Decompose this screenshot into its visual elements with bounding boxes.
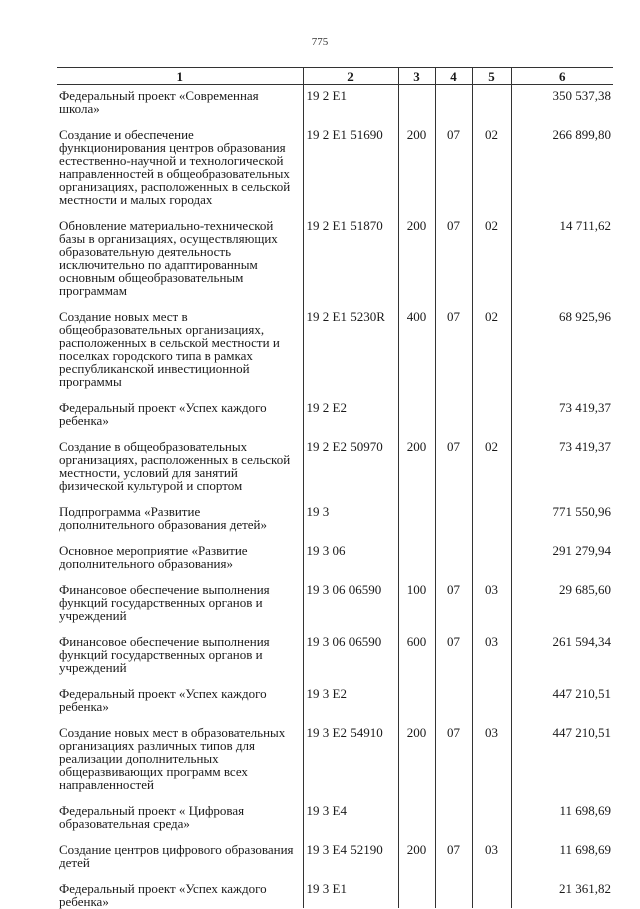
classification-code: 19 2 E2 50970 [303, 436, 398, 492]
spacer-cell [303, 297, 398, 306]
classification-code: 19 3 06 06590 [303, 631, 398, 674]
row-spacer [57, 206, 613, 215]
spacer-cell [57, 869, 303, 878]
expense-type [398, 501, 435, 531]
spacer-cell [472, 388, 511, 397]
spacer-cell [303, 869, 398, 878]
spacer-cell [511, 206, 613, 215]
row-spacer [57, 791, 613, 800]
spacer-cell [472, 869, 511, 878]
spacer-cell [398, 791, 435, 800]
column-header: 6 [511, 68, 613, 85]
spacer-cell [303, 830, 398, 839]
spacer-cell [303, 388, 398, 397]
item-name: Создание центров цифрового образования детей [59, 842, 294, 870]
spacer-cell [398, 492, 435, 501]
table-header-row [57, 68, 613, 85]
spacer-cell [472, 115, 511, 124]
item-name: Федеральный проект «Успех каждого ребенка» [59, 686, 267, 714]
classification-code: 19 3 06 [303, 540, 398, 570]
item-name: Основное мероприятие «Развитие дополнительного образования» [59, 543, 248, 571]
item-name: Федеральный проект «Успех каждого ребенка» [59, 400, 267, 428]
column-header: 1 [57, 68, 303, 85]
section-code: 07 [435, 722, 472, 791]
spacer-cell [57, 492, 303, 501]
table-row [57, 579, 613, 622]
section-code [435, 800, 472, 830]
spacer-cell [57, 713, 303, 722]
spacer-cell [303, 206, 398, 215]
table-row [57, 540, 613, 570]
spacer-cell [57, 297, 303, 306]
spacer-cell [398, 531, 435, 540]
classification-code: 19 3 E2 54910 [303, 722, 398, 791]
spacer-cell [57, 791, 303, 800]
expense-type [398, 85, 435, 116]
spacer-cell [303, 492, 398, 501]
row-spacer [57, 388, 613, 397]
spacer-cell [472, 570, 511, 579]
table-row [57, 306, 613, 388]
table-row [57, 878, 613, 908]
spacer-cell [303, 674, 398, 683]
row-spacer [57, 830, 613, 839]
classification-code: 19 2 E1 51870 [303, 215, 398, 297]
section-code: 07 [435, 579, 472, 622]
table-row [57, 124, 613, 206]
column-header: 2 [303, 68, 398, 85]
table-row [57, 722, 613, 791]
spacer-cell [472, 206, 511, 215]
amount: 447 210,51 [511, 683, 613, 713]
amount: 73 419,37 [511, 436, 613, 492]
subsection-code: 02 [472, 124, 511, 206]
column-header: 3 [398, 68, 435, 85]
classification-code: 19 3 E4 [303, 800, 398, 830]
subsection-code [472, 85, 511, 116]
spacer-cell [303, 791, 398, 800]
subsection-code [472, 683, 511, 713]
spacer-cell [398, 427, 435, 436]
spacer-cell [57, 531, 303, 540]
classification-code: 19 3 [303, 501, 398, 531]
item-name: Подпрограмма «Развитие дополнительного образования детей» [59, 504, 267, 532]
classification-code: 19 2 E1 5230R [303, 306, 398, 388]
row-spacer [57, 492, 613, 501]
spacer-cell [511, 570, 613, 579]
spacer-cell [511, 791, 613, 800]
section-code: 07 [435, 631, 472, 674]
spacer-cell [57, 427, 303, 436]
amount: 73 419,37 [511, 397, 613, 427]
table-row [57, 839, 613, 869]
section-code: 07 [435, 215, 472, 297]
item-name: Финансовое обеспечение выполнения функций государственных органов и учреждений [59, 582, 270, 623]
spacer-cell [511, 531, 613, 540]
spacer-cell [472, 830, 511, 839]
spacer-cell [472, 713, 511, 722]
table-row [57, 85, 613, 116]
classification-code: 19 3 E2 [303, 683, 398, 713]
column-header: 5 [472, 68, 511, 85]
row-spacer [57, 869, 613, 878]
amount: 11 698,69 [511, 800, 613, 830]
spacer-cell [398, 830, 435, 839]
spacer-cell [511, 713, 613, 722]
classification-code: 19 2 E1 [303, 85, 398, 116]
section-code: 07 [435, 436, 472, 492]
item-name: Создание в общеобразовательных организациях, расположенных в сельской местности, условий для занятий физической культурой и спортом [59, 439, 291, 493]
subsection-code: 03 [472, 631, 511, 674]
spacer-cell [472, 531, 511, 540]
spacer-cell [435, 531, 472, 540]
item-name: Создание и обеспечение функционирования центров образования естественно-научной и технологической направленностей в общеобразовательных организациях, расположенных в сельской местности и малых городах [59, 127, 291, 207]
section-code [435, 878, 472, 908]
spacer-cell [398, 869, 435, 878]
section-code [435, 501, 472, 531]
subsection-code [472, 397, 511, 427]
subsection-code: 02 [472, 436, 511, 492]
table-row [57, 683, 613, 713]
item-name: Финансовое обеспечение выполнения функций государственных органов и учреждений [59, 634, 270, 675]
spacer-cell [57, 206, 303, 215]
spacer-cell [435, 830, 472, 839]
amount: 291 279,94 [511, 540, 613, 570]
budget-table [57, 67, 613, 908]
section-code: 07 [435, 124, 472, 206]
spacer-cell [472, 791, 511, 800]
spacer-cell [511, 297, 613, 306]
spacer-cell [398, 622, 435, 631]
spacer-cell [57, 830, 303, 839]
expense-type: 200 [398, 839, 435, 869]
classification-code: 19 3 06 06590 [303, 579, 398, 622]
expense-type: 100 [398, 579, 435, 622]
amount: 261 594,34 [511, 631, 613, 674]
spacer-cell [57, 674, 303, 683]
spacer-cell [511, 427, 613, 436]
item-name: Создание новых мест в образовательных организациях различных типов для реализации дополнительных общеразвивающих программ всех направленностей [59, 725, 286, 792]
amount: 14 711,62 [511, 215, 613, 297]
spacer-cell [303, 531, 398, 540]
column-header: 4 [435, 68, 472, 85]
spacer-cell [472, 492, 511, 501]
section-code: 07 [435, 306, 472, 388]
subsection-code [472, 540, 511, 570]
spacer-cell [435, 115, 472, 124]
amount: 29 685,60 [511, 579, 613, 622]
section-code [435, 683, 472, 713]
subsection-code: 02 [472, 215, 511, 297]
spacer-cell [435, 570, 472, 579]
amount: 11 698,69 [511, 839, 613, 869]
spacer-cell [435, 206, 472, 215]
amount: 771 550,96 [511, 501, 613, 531]
expense-type: 400 [398, 306, 435, 388]
row-spacer [57, 622, 613, 631]
item-name: Обновление материально-технической базы в организациях, осуществляющих образовательную деятельность исключительно по адаптированным основным общеобразовательным программам [59, 218, 278, 298]
item-name: Создание новых мест в общеобразовательных организациях, расположенных в сельской местности и поселках городского типа в рамках республиканской инвестиционной программы [59, 309, 280, 389]
subsection-code [472, 878, 511, 908]
spacer-cell [398, 570, 435, 579]
subsection-code: 03 [472, 579, 511, 622]
subsection-code [472, 800, 511, 830]
spacer-cell [511, 869, 613, 878]
row-spacer [57, 674, 613, 683]
spacer-cell [303, 427, 398, 436]
spacer-cell [398, 674, 435, 683]
spacer-cell [435, 791, 472, 800]
section-code [435, 85, 472, 116]
table-row [57, 800, 613, 830]
row-spacer [57, 570, 613, 579]
table-row [57, 501, 613, 531]
spacer-cell [472, 297, 511, 306]
expense-type: 200 [398, 722, 435, 791]
page-number: 775 [311, 36, 329, 48]
spacer-cell [511, 115, 613, 124]
spacer-cell [435, 622, 472, 631]
spacer-cell [472, 674, 511, 683]
spacer-cell [57, 622, 303, 631]
expense-type [398, 800, 435, 830]
spacer-cell [435, 869, 472, 878]
spacer-cell [303, 622, 398, 631]
row-spacer [57, 713, 613, 722]
table-row [57, 397, 613, 427]
expense-type: 200 [398, 436, 435, 492]
table-row [57, 631, 613, 674]
section-code [435, 540, 472, 570]
expense-type [398, 683, 435, 713]
spacer-cell [57, 570, 303, 579]
amount: 21 361,82 [511, 878, 613, 908]
classification-code: 19 2 E2 [303, 397, 398, 427]
subsection-code: 02 [472, 306, 511, 388]
spacer-cell [511, 492, 613, 501]
spacer-cell [435, 674, 472, 683]
spacer-cell [398, 713, 435, 722]
table-row [57, 436, 613, 492]
spacer-cell [303, 115, 398, 124]
expense-type [398, 878, 435, 908]
expense-type: 600 [398, 631, 435, 674]
amount: 68 925,96 [511, 306, 613, 388]
item-name: Федеральный проект « Цифровая образовательная среда» [59, 803, 245, 831]
spacer-cell [511, 830, 613, 839]
spacer-cell [472, 427, 511, 436]
spacer-cell [511, 388, 613, 397]
classification-code: 19 3 E1 [303, 878, 398, 908]
spacer-cell [57, 115, 303, 124]
subsection-code: 03 [472, 839, 511, 869]
spacer-cell [398, 297, 435, 306]
spacer-cell [398, 388, 435, 397]
spacer-cell [435, 713, 472, 722]
classification-code: 19 3 E4 52190 [303, 839, 398, 869]
spacer-cell [57, 388, 303, 397]
section-code [435, 397, 472, 427]
row-spacer [57, 427, 613, 436]
spacer-cell [435, 492, 472, 501]
expense-type: 200 [398, 124, 435, 206]
table-body [57, 85, 613, 909]
spacer-cell [511, 622, 613, 631]
expense-type: 200 [398, 215, 435, 297]
spacer-cell [303, 713, 398, 722]
spacer-cell [435, 427, 472, 436]
expense-type [398, 397, 435, 427]
spacer-cell [511, 674, 613, 683]
spacer-cell [435, 388, 472, 397]
item-name: Федеральный проект «Современная школа» [59, 88, 259, 116]
expense-type [398, 540, 435, 570]
row-spacer [57, 531, 613, 540]
row-spacer [57, 115, 613, 124]
spacer-cell [435, 297, 472, 306]
spacer-cell [303, 570, 398, 579]
spacer-cell [472, 622, 511, 631]
amount: 447 210,51 [511, 722, 613, 791]
amount: 350 537,38 [511, 85, 613, 116]
amount: 266 899,80 [511, 124, 613, 206]
subsection-code [472, 501, 511, 531]
row-spacer [57, 297, 613, 306]
classification-code: 19 2 E1 51690 [303, 124, 398, 206]
table-row [57, 215, 613, 297]
spacer-cell [398, 115, 435, 124]
spacer-cell [398, 206, 435, 215]
subsection-code: 03 [472, 722, 511, 791]
item-name: Федеральный проект «Успех каждого ребенка» [59, 881, 267, 909]
section-code: 07 [435, 839, 472, 869]
